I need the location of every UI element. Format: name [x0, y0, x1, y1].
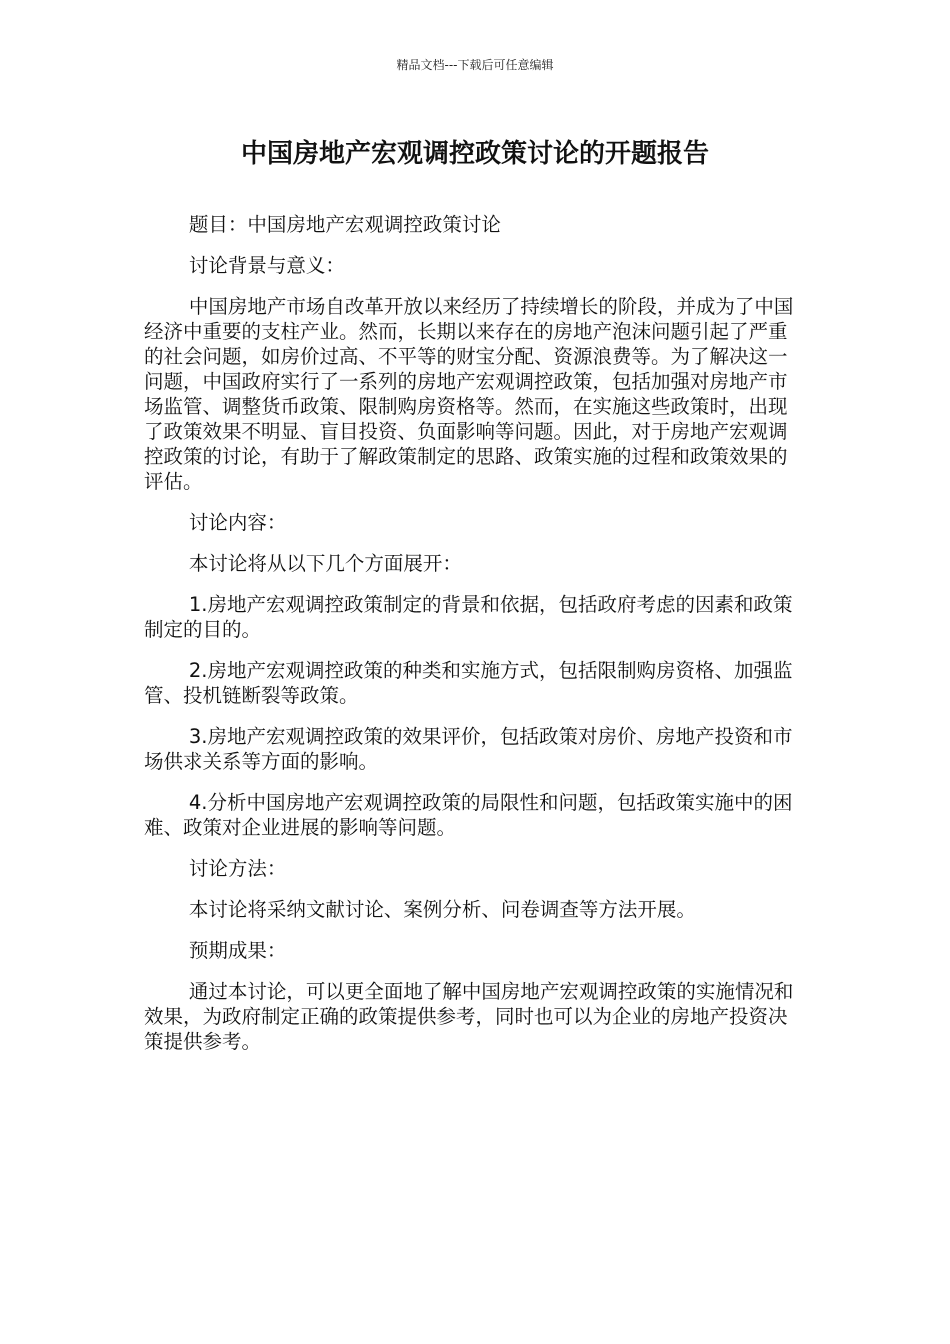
heading-content: 讨论内容： [188, 511, 287, 534]
list-item-4: 4.分析中国房地产宏观调控政策的局限性和问题，包括政策实施中的困难、政策对企业进展的影响等问题。 [144, 791, 793, 839]
list-item-2: 2.房地产宏观调控政策的种类和实施方式，包括限制购房资格、加强监管、投机链断裂等政策。 [144, 659, 793, 707]
document-body [144, 212, 796, 1070]
heading-background: 讨论背景与意义： [188, 254, 345, 277]
paragraph-background: 中国房地产市场自改革开放以来经历了持续增长的阶段，并成为了中国经济中重要的支柱产业。然而，长期以来存在的房地产泡沫问题引起了严重的社会问题，如房价过高、不平等的财宝分配、资源浪费等。为了解决这一问题，中国政府实行了一系列的房地产宏观调控政策，包括加强对房地产市场监管、调整货币政策、限制购房资格等。然而，在实施这些政策时，出现了政策效果不明显、盲目投资、负面影响等问题。因此，对于房地产宏观调控政策的讨论，有助于了解政策制定的思路、政策实施的过程和政策效果的评估。 [144, 295, 794, 493]
heading-method: 讨论方法： [188, 857, 287, 880]
paragraph-outcome: 通过本讨论，可以更全面地了解中国房地产宏观调控政策的实施情况和效果，为政府制定正确的政策提供参考，同时也可以为企业的房地产投资决策提供参考。 [144, 980, 794, 1053]
list-item-3: 3.房地产宏观调控政策的效果评价，包括政策对房价、房地产投资和市场供求关系等方面的影响。 [144, 725, 793, 773]
list-item-1: 1.房地产宏观调控政策制定的背景和依据，包括政府考虑的因素和政策制定的目的。 [144, 593, 793, 641]
heading-outcome: 预期成果： [188, 939, 287, 962]
paragraph-method: 本讨论将采纳文献讨论、案例分析、问卷调查等方法开展。 [188, 898, 696, 921]
document-title: 中国房地产宏观调控政策讨论的开题报告 [240, 139, 709, 169]
paragraph-content-intro: 本讨论将从以下几个方面展开： [188, 552, 462, 575]
paragraph-topic: 题目：中国房地产宏观调控政策讨论 [188, 213, 501, 236]
page-header: 精品文档---下载后可任意编辑 [396, 58, 554, 72]
